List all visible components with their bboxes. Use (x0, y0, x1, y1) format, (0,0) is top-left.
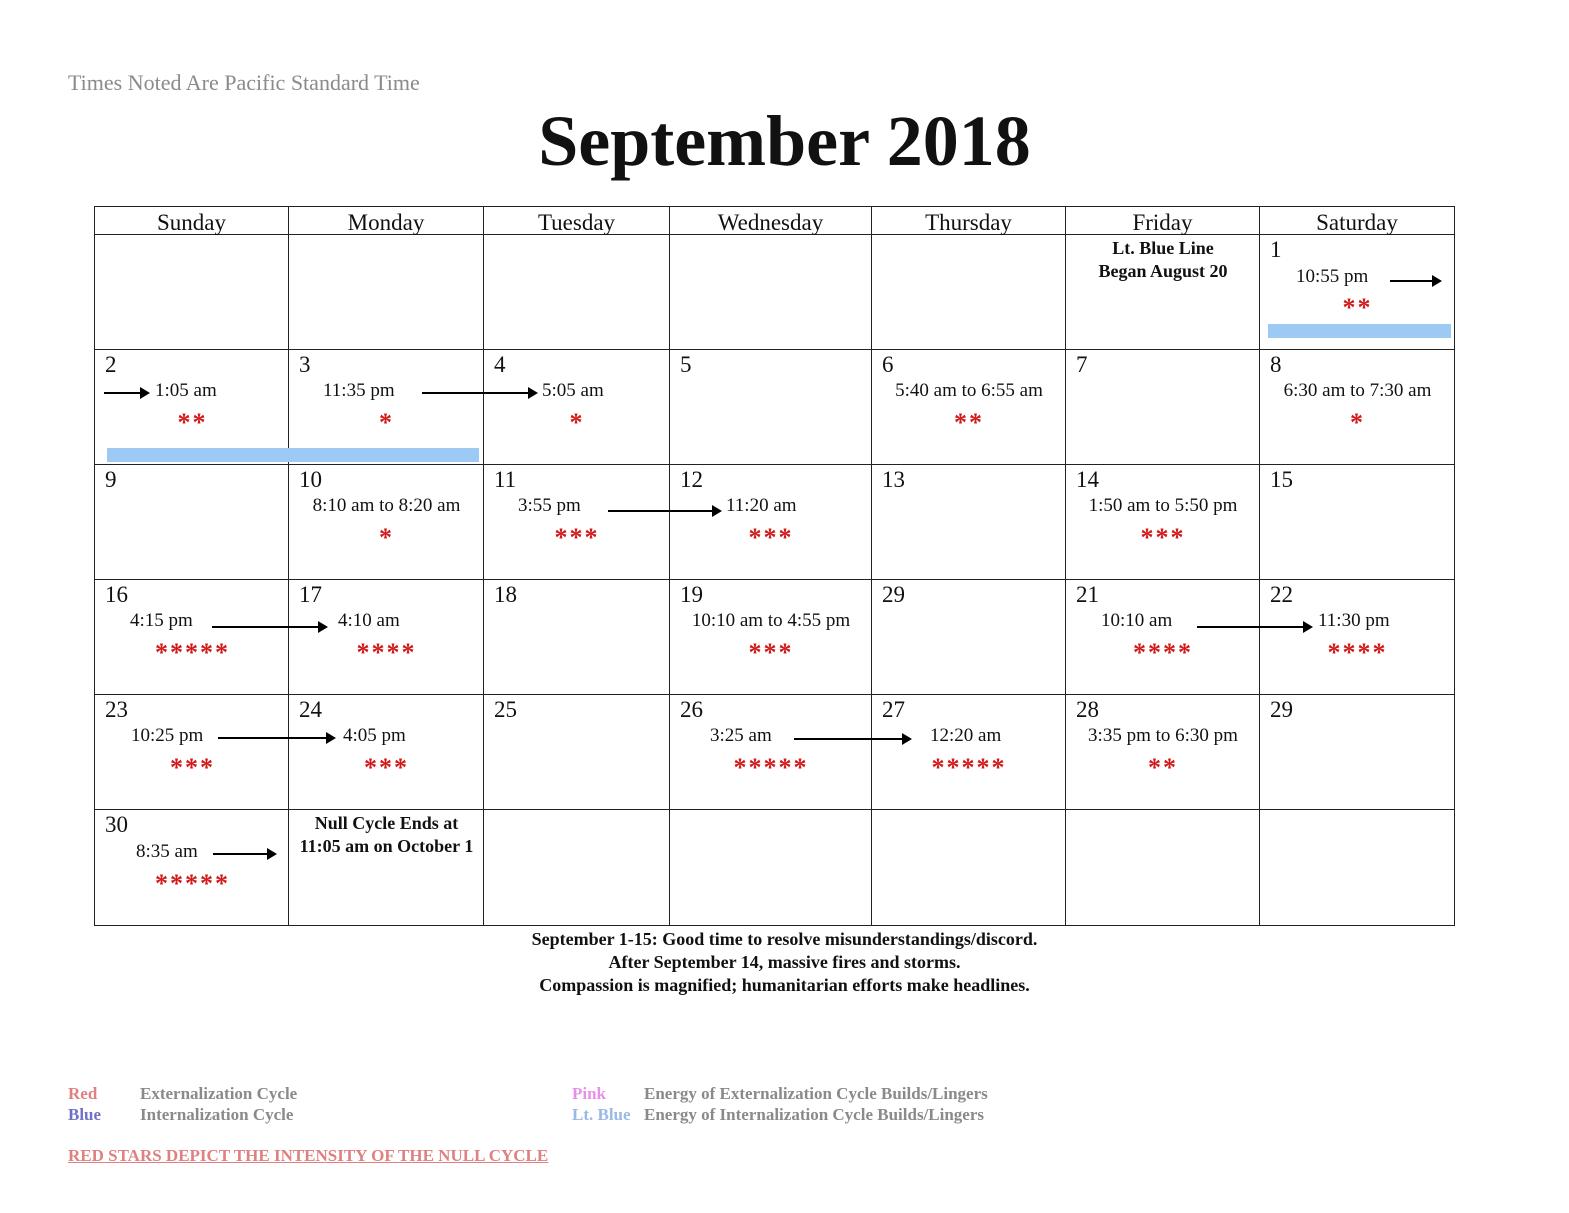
cell-empty (872, 810, 1066, 926)
intensity-stars: *** (748, 638, 794, 667)
intensity-stars: *** (170, 753, 215, 782)
summary-line: After September 14, massive fires and storms. (608, 952, 961, 972)
day-number: 30 (105, 812, 128, 837)
event-time: 4:10 am (338, 610, 400, 631)
legend-pink-text: Energy of Externalization Cycle Builds/Lingers (644, 1084, 988, 1103)
day-number: 8 (1270, 352, 1282, 377)
day-number: 21 (1076, 582, 1099, 607)
day-number: 24 (299, 697, 322, 722)
cell-day-23 (94, 695, 289, 810)
event-time: 8:35 am (136, 841, 198, 862)
event-time: 10:10 am (1101, 610, 1173, 631)
cell-empty (670, 810, 872, 926)
event-time: 1:50 am to 5:50 pm (1088, 495, 1238, 516)
event-time: 1:05 am (155, 380, 217, 401)
intensity-stars: * (569, 408, 585, 437)
event-time: 10:25 pm (131, 725, 204, 746)
day-number: 10 (299, 467, 322, 492)
event-time: 12:20 am (930, 725, 1002, 746)
cell-day-22 (1260, 580, 1455, 695)
cell-day-16 (94, 580, 289, 695)
intensity-stars: ***** (155, 869, 230, 898)
day-number: 17 (299, 582, 322, 607)
day-number: 29 (1270, 697, 1293, 722)
cell-day-30 (94, 810, 289, 926)
summary-line: Compassion is magnified; humanitarian efforts make headlines. (539, 975, 1030, 995)
null-cycle-end-note: Null Cycle Ends at 11:05 am on October 1 (299, 813, 474, 856)
legend-blue-label: Blue (68, 1105, 102, 1124)
intensity-stars: *** (554, 523, 600, 552)
red-stars-note: RED STARS DEPICT THE INTENSITY OF THE NULL CYCLE (68, 1146, 549, 1165)
calendar-grid (94, 206, 1455, 926)
cell-day-26 (670, 695, 872, 810)
cell-empty (1066, 810, 1260, 926)
cell-day-17 (289, 580, 484, 695)
day-number: 1 (1270, 237, 1282, 262)
event-time: 5:05 am (542, 380, 604, 401)
day-number: 9 (105, 467, 117, 492)
cell-empty (289, 235, 484, 350)
day-number: 22 (1270, 582, 1293, 607)
legend-red-text: Externalization Cycle (140, 1084, 298, 1103)
day-number: 26 (680, 697, 703, 722)
day-number: 28 (1076, 697, 1099, 722)
intensity-stars: **** (356, 638, 417, 667)
cell-day-24 (289, 695, 484, 810)
cell-day-7 (1066, 350, 1260, 465)
cell-day-10 (289, 465, 484, 580)
cell-day-1 (1260, 235, 1455, 350)
cell-monday-note (289, 810, 484, 926)
cell-day-27 (872, 695, 1066, 810)
event-time: 6:30 am to 7:30 am (1283, 380, 1432, 401)
intensity-stars: ** (954, 408, 984, 437)
day-number: 4 (494, 352, 506, 377)
event-time: 5:40 am to 6:55 am (895, 380, 1043, 401)
cell-day-29 (1260, 695, 1455, 810)
intensity-stars: * (379, 523, 394, 552)
day-number: 25 (494, 697, 517, 722)
cell-empty (484, 235, 670, 350)
day-number: 16 (105, 582, 128, 607)
cell-empty (484, 810, 670, 926)
intensity-stars: ***** (733, 753, 809, 782)
cell-empty (670, 235, 872, 350)
event-time: 3:55 pm (518, 495, 581, 516)
event-time: 3:35 pm to 6:30 pm (1088, 725, 1238, 746)
day-number: 14 (1076, 467, 1099, 492)
event-time: 4:15 pm (130, 610, 193, 631)
intensity-stars: ** (1148, 753, 1178, 782)
event-time: 11:35 pm (323, 380, 395, 401)
month-summary (0, 928, 1569, 997)
day-number: 19 (680, 582, 703, 607)
cell-day-8 (1260, 350, 1455, 465)
cell-day-9 (94, 465, 289, 580)
cell-day-15 (1260, 465, 1455, 580)
day-number: 2 (105, 352, 117, 377)
cell-day-18 (484, 580, 670, 695)
intensity-stars: **** (1133, 638, 1193, 667)
cell-day-11 (484, 465, 670, 580)
legend-red-label: Red (68, 1084, 98, 1103)
event-time: 10:55 pm (1296, 266, 1369, 287)
event-time: 10:10 am to 4:55 pm (691, 610, 851, 631)
cell-day-12 (670, 465, 872, 580)
intensity-stars: ***** (931, 753, 1007, 782)
lt-blue-line-note: Lt. Blue Line Began August 20 (1098, 238, 1228, 281)
cell-empty (94, 235, 289, 350)
intensity-stars: *** (1140, 523, 1186, 552)
intensity-stars: * (379, 408, 394, 437)
cell-day-28 (1066, 695, 1260, 810)
header-saturday: Saturday (1260, 206, 1455, 235)
day-number: 12 (680, 467, 703, 492)
cell-day-25 (484, 695, 670, 810)
header-wednesday: Wednesday (670, 206, 872, 235)
event-time: 3:25 am (710, 725, 772, 746)
intensity-stars: ** (177, 408, 208, 437)
cell-day-5 (670, 350, 872, 465)
cell-day-14 (1066, 465, 1260, 580)
day-number: 11 (494, 467, 517, 492)
event-time: 11:30 pm (1318, 610, 1390, 631)
timezone-note: Times Noted Are Pacific Standard Time (68, 70, 420, 95)
intensity-stars: ** (1342, 293, 1373, 322)
intensity-stars: * (1350, 408, 1365, 437)
header-thursday: Thursday (872, 206, 1066, 235)
day-number: 7 (1076, 352, 1088, 377)
cell-day-19 (670, 580, 872, 695)
page-title: September 2018 (538, 101, 1031, 181)
intensity-stars: **** (1327, 638, 1388, 667)
arrow-icon (1390, 280, 1440, 282)
legend-ltblue-text: Energy of Internalization Cycle Builds/Lingers (644, 1105, 984, 1124)
legend-ltblue-label: Lt. Blue (572, 1105, 631, 1124)
day-number: 3 (299, 352, 311, 377)
header-friday: Friday (1066, 206, 1260, 235)
event-time: 8:10 am to 8:20 am (312, 495, 461, 516)
day-number: 6 (882, 352, 894, 377)
cell-empty (872, 235, 1066, 350)
legend-pink-label: Pink (572, 1084, 607, 1103)
day-number: 29 (882, 582, 905, 607)
header-sunday: Sunday (94, 206, 289, 235)
cell-day-21 (1066, 580, 1260, 695)
lt-blue-line (1268, 324, 1451, 338)
arrow-icon (213, 853, 275, 855)
cell-day-13 (872, 465, 1066, 580)
cell-day-6 (872, 350, 1066, 465)
event-time: 4:05 pm (343, 725, 406, 746)
day-number: 13 (882, 467, 905, 492)
intensity-stars: *** (748, 523, 794, 552)
lt-blue-line (107, 448, 479, 462)
day-number: 23 (105, 697, 128, 722)
day-number: 27 (882, 697, 905, 722)
day-number: 5 (680, 352, 692, 377)
arrow-icon (104, 392, 148, 394)
event-time: 11:20 am (726, 495, 797, 516)
cell-day-20 (872, 580, 1066, 695)
header-monday: Monday (289, 206, 484, 235)
day-number: 18 (494, 582, 517, 607)
cell-empty (1260, 810, 1455, 926)
day-number: 15 (1270, 467, 1293, 492)
header-tuesday: Tuesday (484, 206, 670, 235)
intensity-stars: ***** (155, 638, 230, 667)
summary-line: September 1-15: Good time to resolve misunderstandings/discord. (531, 929, 1038, 949)
cell-friday-note (1066, 235, 1260, 350)
legend-blue-text: Internalization Cycle (140, 1105, 294, 1124)
cell-day-4 (484, 350, 670, 465)
intensity-stars: *** (364, 753, 409, 782)
